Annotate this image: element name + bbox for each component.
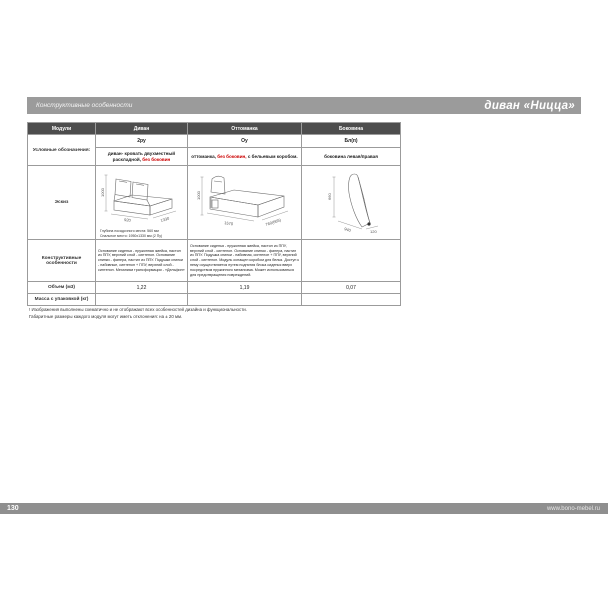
product-title: диван «Ницца»	[484, 99, 575, 112]
weight-ottoman	[188, 294, 302, 306]
legend-sofa	[96, 148, 188, 166]
ottoman-sketch	[192, 167, 298, 233]
volume-ottoman: 1,19	[188, 282, 302, 294]
row-label-volume: Объем (м3)	[28, 282, 96, 294]
features-row	[28, 240, 401, 282]
ottoman-sketch-cell	[188, 166, 302, 240]
col-header-ottoman: Оттоманка	[188, 123, 302, 135]
weight-side	[302, 294, 401, 306]
ottoman-dim-length: 1570	[223, 220, 233, 227]
codes-row	[28, 135, 401, 148]
legend-side: боковина левая/правая	[302, 148, 401, 166]
features-sofa: Основание сиденья - пружинная змейка, настил из ППУ, верхний слой - синтепон. Основание спинки - фанера, настил из ППУ. Подушки спинки - набивные, синтепон + ППУ, верхний слой - синтепон. Механизм трансформации - «Дельфин»	[96, 240, 188, 282]
sofa-dim-depth: 920	[123, 217, 132, 223]
sofa-sketch	[98, 167, 186, 223]
sofa-caption-line1: Глубина посадочного места: 560 мм	[100, 229, 159, 233]
sofa-sketch-cell	[96, 166, 188, 240]
page-number: 130	[7, 505, 19, 512]
section-title: Конструктивные особенности	[36, 102, 133, 109]
ottoman-dim-width: 760(665)	[264, 217, 282, 227]
page-title-bar	[27, 97, 581, 114]
sketch-row	[28, 166, 401, 240]
col-header-side: Боковина	[302, 123, 401, 135]
code-side: Бл(п)	[302, 135, 401, 148]
features-side	[302, 240, 401, 282]
side-dim-thickness: 120	[370, 229, 377, 234]
col-header-sofa: Диван	[96, 123, 188, 135]
side-sketch-cell	[302, 166, 401, 240]
legend-sofa-text: диван- кровать двухместный раскладной,	[107, 150, 176, 162]
ottoman-dim-height: 1000	[195, 191, 201, 201]
footnote-line1: ! Изображения выполнены схематично и не отображают всех особенностей дизайна и функциональности.	[29, 307, 247, 312]
row-label-features: Конструктивные особенности	[28, 240, 96, 282]
volume-sofa: 1,22	[96, 282, 188, 294]
side-dim-height: 660	[327, 193, 332, 201]
legend-ottoman-suffix-text: с бельевым коробом.	[246, 153, 298, 159]
volume-side: 0,07	[302, 282, 401, 294]
footnote-line2: Габаритные размеры каждого модуля могут иметь отклонения: на ± 20 мм.	[29, 313, 183, 319]
side-panel-sketch	[304, 167, 398, 233]
row-label-legend: Условные обозначения:	[28, 135, 96, 166]
legend-ottoman	[188, 148, 302, 166]
spec-table	[27, 122, 401, 306]
volume-row	[28, 282, 401, 294]
table-header-row	[28, 123, 401, 135]
features-ottoman: Основание сиденья - пружинная змейка, настил из ППУ, верхний слой - синтепон. Основание спинки - фанера, настил из ППУ. Подушка спинки - набивная, синтепон + ППУ, верхний слой - синтепон. Модуль оснащен коробом для белья. Доступ к нему осуществляется путем поднятия блока сиденья вверх посредством пружинного механизма. Может использоваться для предотвращения повреждений.	[188, 240, 302, 282]
code-sofa: 2ру	[96, 135, 188, 148]
code-ottoman: Оу	[188, 135, 302, 148]
weight-sofa	[96, 294, 188, 306]
weight-row	[28, 294, 401, 306]
side-dim-depth: 940	[343, 226, 352, 233]
row-label-weight: Масса с упаковкой (кг)	[28, 294, 96, 306]
legend-ottoman-red-text: без боковин,	[217, 153, 247, 159]
sofa-dim-height: 1000	[100, 188, 105, 197]
row-label-sketch: Эскиз	[28, 166, 96, 240]
sofa-dim-width: 1330	[159, 215, 170, 223]
sofa-caption-line2: Спальное место: 1950х1330 мм (2 Пу)	[100, 233, 163, 238]
col-header-modules: Модули	[28, 123, 96, 135]
footnote	[29, 307, 247, 320]
legend-sofa-red-text: без боковин	[142, 156, 171, 162]
sofa-caption	[100, 229, 185, 238]
website-url: www.bono-mebel.ru	[546, 505, 600, 512]
page-footer-bar	[0, 503, 608, 514]
legend-ottoman-text: оттоманка,	[191, 153, 218, 159]
